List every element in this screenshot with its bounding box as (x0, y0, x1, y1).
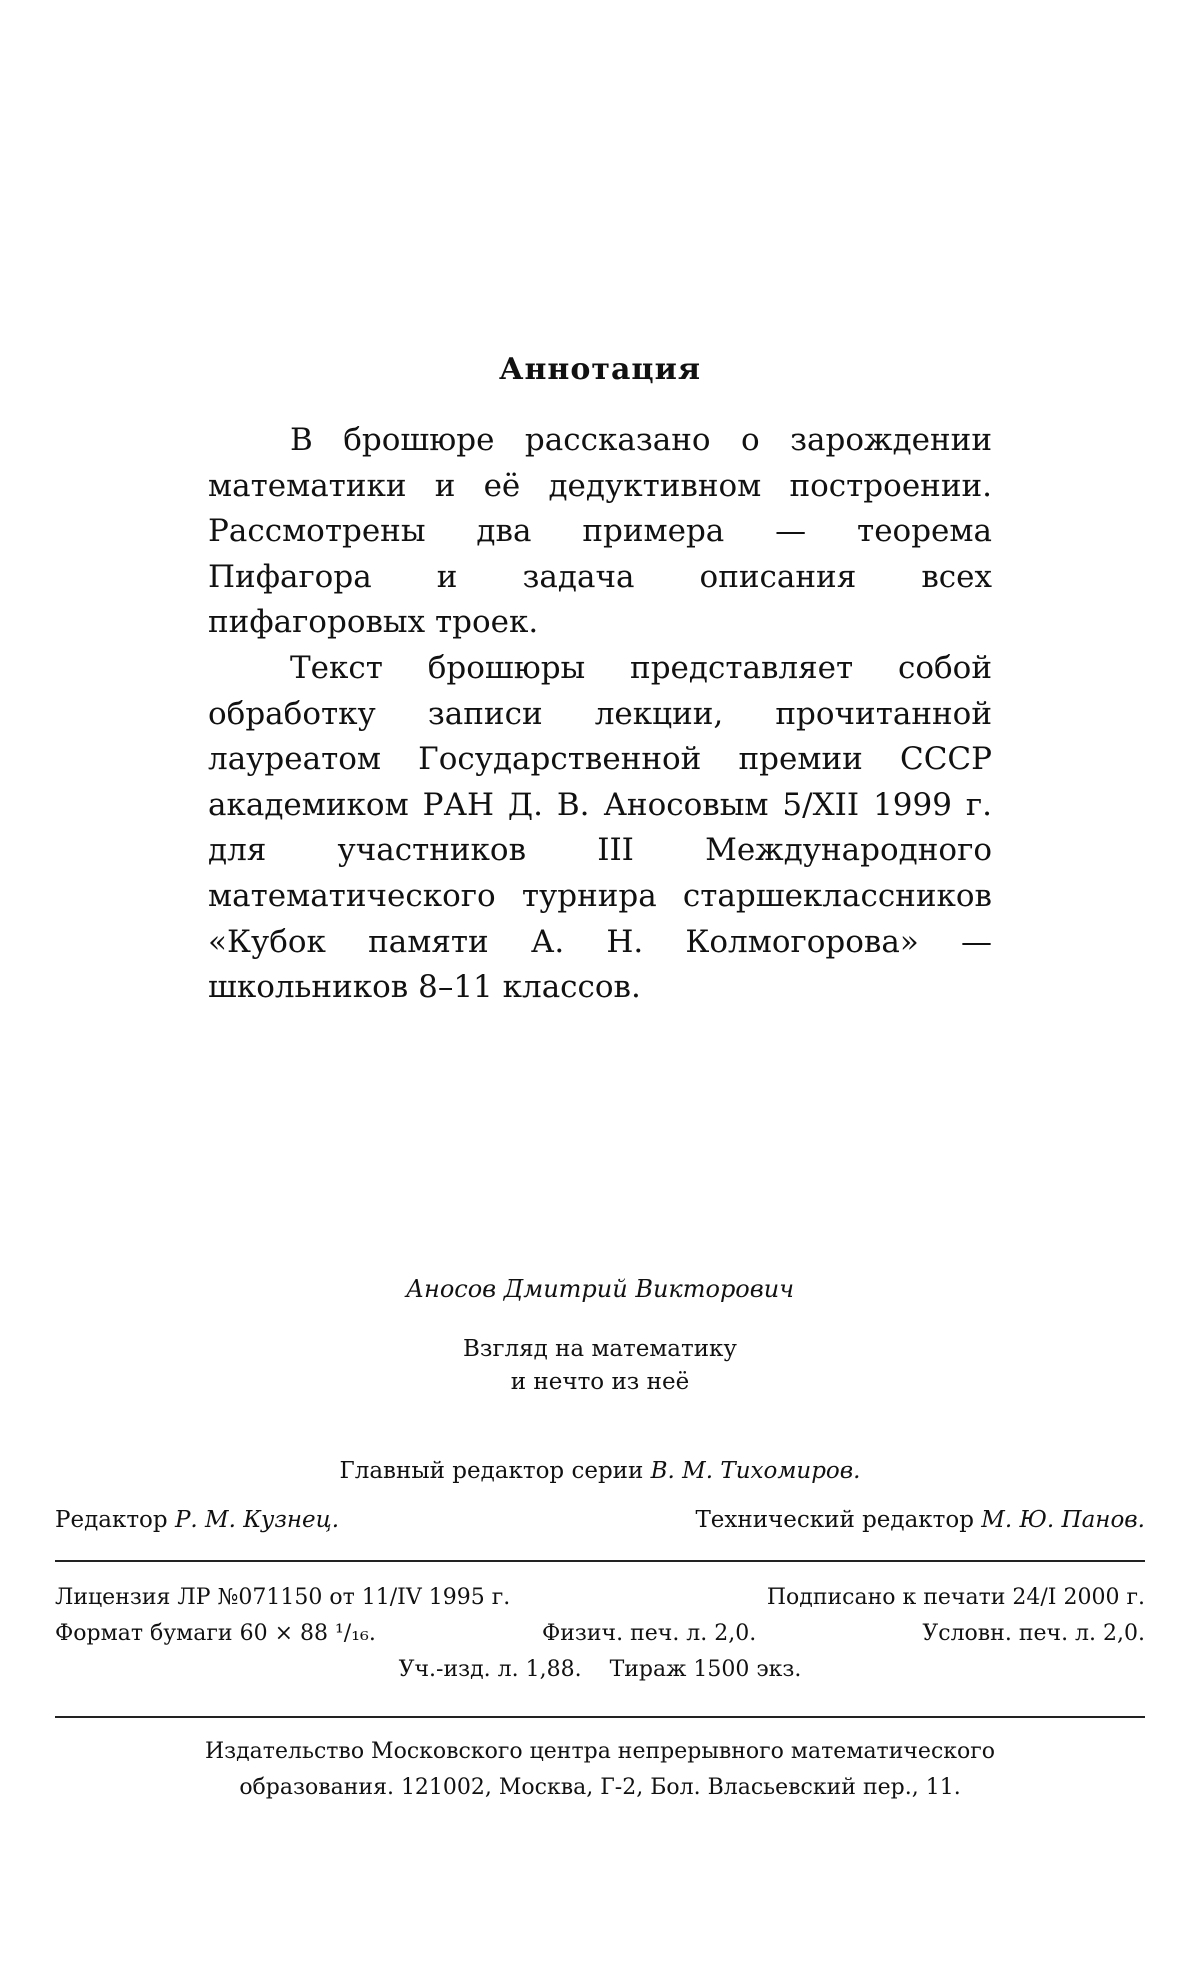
chief-editor-label: Главный редактор серии (339, 1458, 644, 1484)
editor-label: Редактор (55, 1507, 168, 1533)
editors-row (55, 1507, 1145, 1533)
abstract-body (208, 418, 992, 1011)
editor (55, 1507, 339, 1533)
cond-sheets-text: Условн. печ. л. 2,0. (922, 1621, 1145, 1646)
format-text: Формат бумаги 60 × 88 ¹/₁₆. (55, 1621, 376, 1646)
tech-editor-name: М. Ю. Панов. (981, 1507, 1145, 1533)
tech-editor (695, 1507, 1145, 1533)
abstract-paragraph-2: Текст брошюры представляет собой обработку записи лекции, прочитанной лауреатом Государственной премии СССР академиком РАН Д. В. Аносовым 5/XII 1999 г. для участников III Международного математического турнира старшеклассников «Кубок памяти А. Н. Колмогорова» — школьников 8–11 классов. (208, 649, 992, 1006)
book-title (0, 1333, 1200, 1399)
publisher-line-1: Издательство Московского центра непрерывного математического (204, 1739, 996, 1764)
chief-editor (0, 1458, 1200, 1484)
license-text: Лицензия ЛР №071150 от 11/IV 1995 г. (55, 1585, 511, 1610)
abstract-heading: Аннотация (499, 352, 701, 387)
pub-sheets-text: Уч.-изд. л. 1,88. (398, 1657, 582, 1682)
print-info (55, 1580, 1145, 1688)
chief-editor-name: В. М. Тихомиров. (650, 1458, 861, 1484)
imprint-author: Аносов Дмитрий Викторович (405, 1275, 795, 1303)
divider-bottom (55, 1716, 1145, 1718)
print-run-text: Тираж 1500 экз. (609, 1657, 802, 1682)
abstract-paragraph-1: В брошюре рассказано о зарождении математики и её дедуктивном построении. Рассмотрены два примера — теорема Пифагора и задача описания всех пифагоровых троек. (208, 422, 992, 641)
editor-name: Р. М. Кузнец. (174, 1507, 340, 1533)
book-title-line-1: Взгляд на математику (463, 1336, 737, 1362)
book-title-line-2: и нечто из неё (510, 1369, 690, 1395)
signed-text: Подписано к печати 24/I 2000 г. (766, 1585, 1145, 1610)
publisher-line-2: образования. 121002, Москва, Г-2, Бол. Власьевский пер., 11. (239, 1775, 961, 1800)
print-info-line-3 (55, 1652, 1145, 1688)
tech-editor-label: Технический редактор (695, 1507, 974, 1533)
phys-sheets-text: Физич. печ. л. 2,0. (541, 1621, 757, 1646)
print-info-line-1 (55, 1580, 1145, 1616)
publisher-info (55, 1734, 1145, 1806)
divider-top (55, 1560, 1145, 1562)
print-info-line-2 (55, 1616, 1145, 1652)
